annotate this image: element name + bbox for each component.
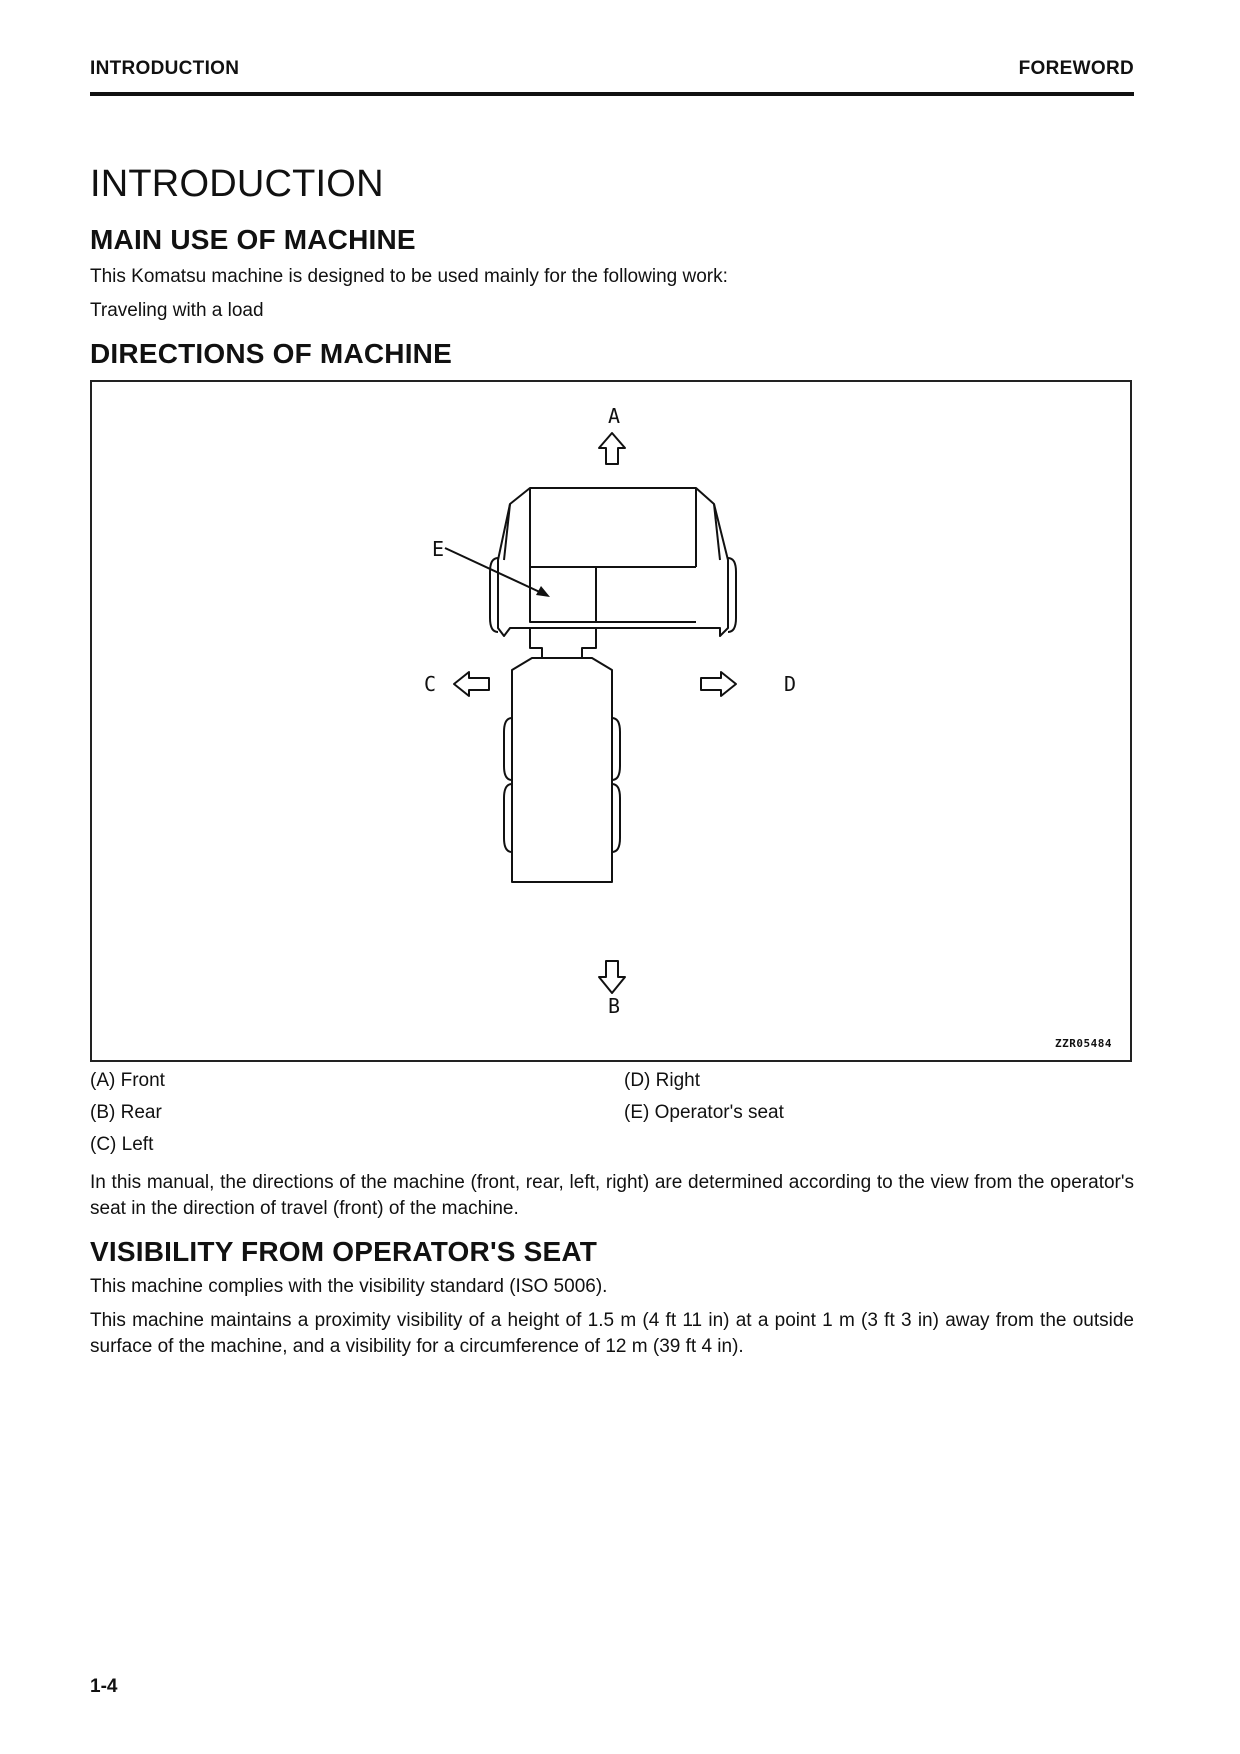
- front-frame: [490, 488, 736, 636]
- directions-figure: [90, 380, 1132, 1062]
- right-arrow-icon: [701, 672, 736, 696]
- visibility-standard: This machine complies with the visibility standard (ISO 5006).: [90, 1276, 608, 1297]
- label-e: E: [432, 537, 445, 561]
- main-use-item: Traveling with a load: [90, 300, 264, 321]
- legend-e: (E) Operator's seat: [624, 1102, 784, 1123]
- left-arrow-icon: [454, 672, 489, 696]
- page-number: 1-4: [90, 1676, 118, 1697]
- label-c: C: [424, 672, 437, 696]
- page-content: [90, 160, 1134, 1360]
- legend-c: (C) Left: [90, 1134, 154, 1155]
- front-arrow-icon: [599, 433, 625, 464]
- legend-d: (D) Right: [624, 1070, 701, 1091]
- main-use-intro: This Komatsu machine is designed to be used mainly for the following work:: [90, 266, 728, 287]
- leader-arrowhead: [536, 586, 550, 597]
- machine-top-view-diagram: [92, 382, 1130, 1060]
- legend-a: (A) Front: [90, 1070, 165, 1091]
- label-b: B: [608, 994, 621, 1018]
- label-d: D: [784, 672, 797, 696]
- legend-b: (B) Rear: [90, 1102, 162, 1123]
- figure-legend: [90, 1068, 1134, 1164]
- visibility-detail: This machine maintains a proximity visibility of a height of 1.5 m (4 ft 11 in) at a point 1 m (3 ft 3 in) away from the outside surface of the machine, and a visibility for a circumference of 12 m (39 ft 4 in).: [90, 1310, 1134, 1357]
- directions-note: In this manual, the directions of the machine (front, rear, left, right) are determined according to the view from the operator's seat in the direction of travel (front) of the machine.: [90, 1172, 1134, 1219]
- directions-heading: DIRECTIONS OF MACHINE: [90, 338, 452, 369]
- header-section: FOREWORD: [1018, 58, 1134, 79]
- visibility-heading: VISIBILITY FROM OPERATOR'S SEAT: [90, 1236, 598, 1267]
- page-title: INTRODUCTION: [90, 163, 384, 205]
- main-use-heading: MAIN USE OF MACHINE: [90, 224, 416, 255]
- rear-arrow-icon: [599, 961, 625, 993]
- page-header: [90, 58, 1134, 96]
- figure-id: ZZR05484: [1055, 1037, 1112, 1050]
- label-a: A: [608, 404, 621, 428]
- header-chapter: INTRODUCTION: [90, 58, 240, 79]
- rear-frame: [504, 658, 620, 882]
- articulation-joint: [530, 628, 596, 658]
